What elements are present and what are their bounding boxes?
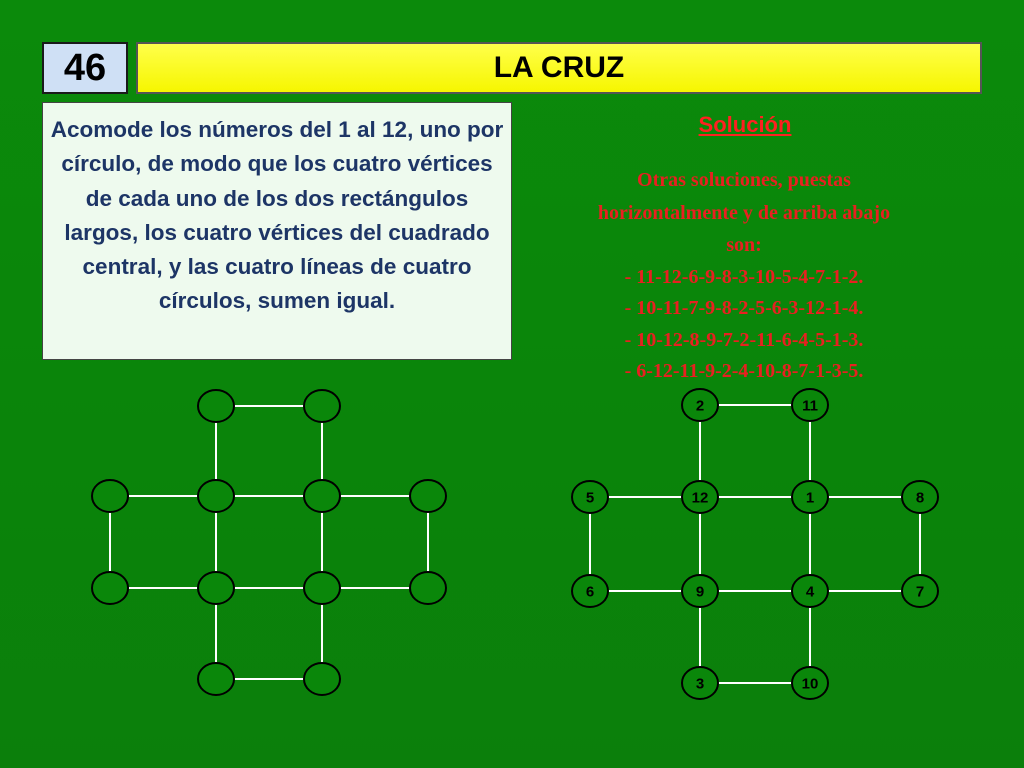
- circle-node: [304, 480, 340, 512]
- circle-node: [198, 480, 234, 512]
- intro-line: son:: [726, 234, 762, 256]
- node-value: 12: [691, 489, 709, 507]
- solution-link[interactable]: Solución: [698, 112, 792, 137]
- node-value: 11: [802, 397, 818, 415]
- circle-node: [198, 390, 234, 422]
- node-value: 2: [695, 397, 705, 415]
- circle-node: [304, 390, 340, 422]
- node-value: 3: [695, 675, 705, 693]
- circle-node: [198, 663, 234, 695]
- circle-node: [304, 572, 340, 604]
- node-value: 10: [801, 675, 819, 693]
- slide-title: LA CRUZ: [136, 42, 982, 94]
- slide-number: 46: [42, 42, 128, 94]
- circle-node: [92, 572, 128, 604]
- circle-node: [92, 480, 128, 512]
- circle-node: [410, 572, 446, 604]
- circle-node: [304, 663, 340, 695]
- solution-sequence: - 10-11-7-9-8-2-5-6-3-12-1-4.: [624, 297, 864, 319]
- intro-line: horizontalmente y de arriba abajo: [597, 201, 891, 224]
- circle-node: [410, 480, 446, 512]
- node-value: 7: [915, 583, 925, 601]
- solution-sequence: - 11-12-6-9-8-3-10-5-4-7-1-2.: [624, 265, 864, 288]
- empty-cross-diagram: [92, 390, 446, 695]
- intro-line: Otras soluciones, puestas: [637, 169, 851, 191]
- circle-node: [198, 572, 234, 604]
- node-value: 5: [585, 489, 595, 507]
- solution-sequence: - 6-12-11-9-2-4-10-8-7-1-3-5.: [624, 360, 864, 382]
- node-value: 9: [695, 583, 705, 601]
- node-value: 6: [585, 583, 595, 601]
- node-value: 4: [805, 583, 815, 601]
- solved-cross-diagram: [572, 389, 938, 699]
- node-value: 1: [805, 489, 815, 507]
- instructions-text: Acomode los números del 1 al 12, uno por círculo, de modo que los cuatro vértices de cada uno de los dos rectángulos largos, los cuatro vértices del cuadrado central, y las cuatro líneas de cuatro círculos, sumen igual.: [50, 117, 504, 314]
- node-value: 8: [915, 489, 925, 507]
- solution-sequence: - 10-12-8-9-7-2-11-6-4-5-1-3.: [624, 328, 864, 351]
